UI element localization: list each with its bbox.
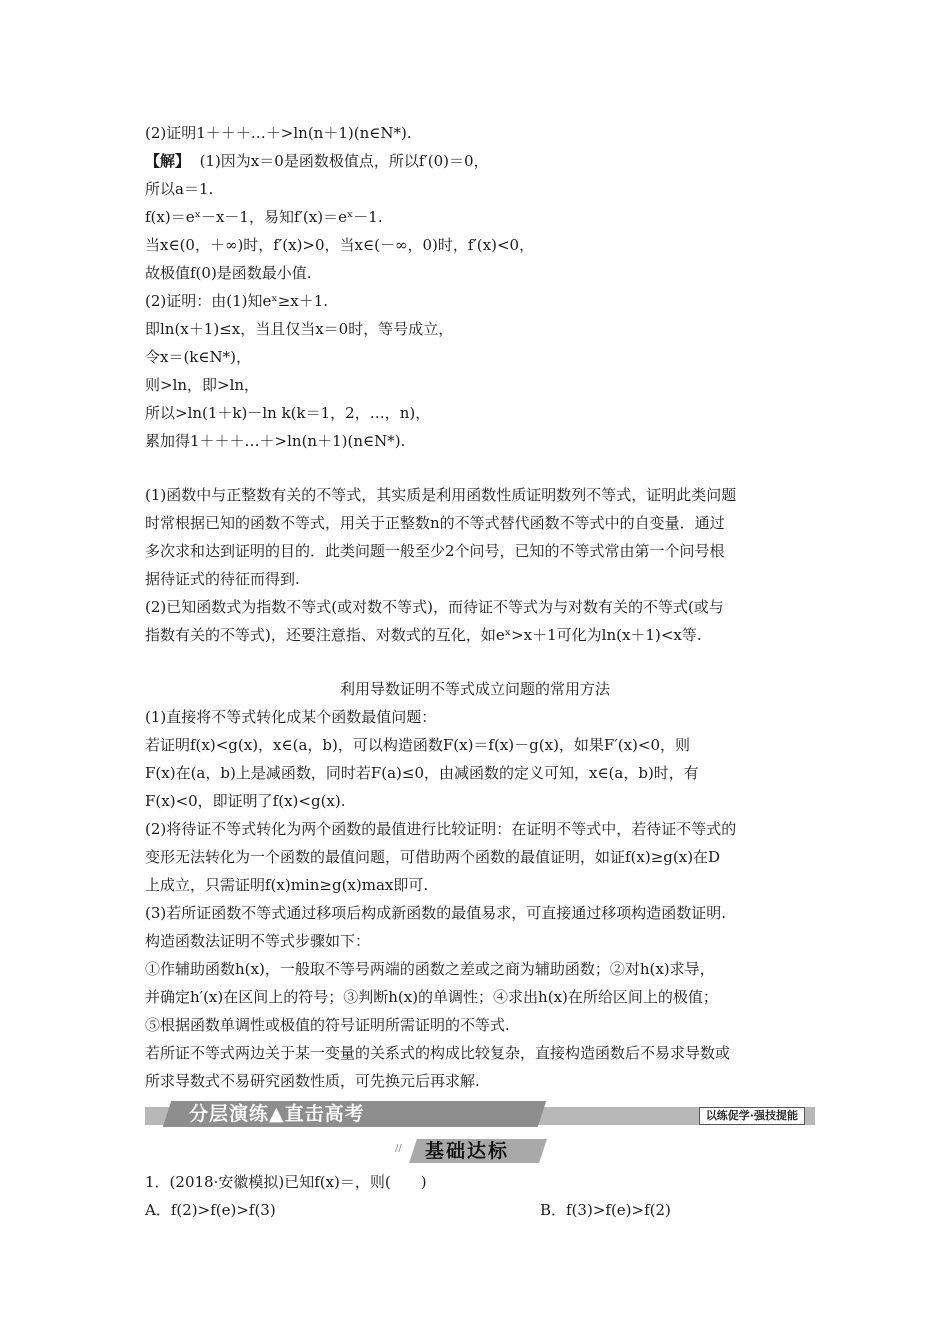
method-line: (1)直接将不等式转化成某个函数最值问题： — [145, 708, 437, 726]
proof-line: 令x＝(k∈N*)， — [145, 348, 251, 366]
proof-line: 则>ln，即>ln， — [145, 376, 260, 394]
method-line: 并确定h′(x)在区间上的符号；③判断h(x)的单调性；④求出h(x)在所给区间上的极值； — [145, 988, 718, 1006]
section-mark-icon: // — [395, 1143, 402, 1154]
note-line: (1)函数中与正整数有关的不等式，其实质是利用函数性质证明数列不等式，证明此类问题 — [145, 486, 737, 504]
proof-line: 所以a＝1. — [145, 180, 214, 198]
note-line: 指数有关的不等式)，还要注意指、对数式的互化，如eˣ>x＋1可化为ln(x＋1)<x等. — [145, 626, 702, 644]
banner-right-label: 以练促学·强技提能 — [699, 1107, 805, 1125]
banner-title: 分层演练▲直击高考 — [189, 1103, 365, 1125]
method-line: (2)将待证不等式转化为两个函数的最值进行比较证明：在证明不等式中，若待证不等式的 — [145, 820, 737, 838]
option-b: B．f(3)>f(e)>f(2) — [540, 1201, 671, 1219]
method-line: F(x)<0，即证明了f(x)<g(x). — [145, 792, 346, 810]
method-line: F(x)在(a，b)上是减函数，同时若F(a)≤0，由减函数的定义可知，x∈(a，b)时，有 — [145, 764, 699, 782]
method-line: 若所证不等式两边关于某一变量的关系式的构成比较复杂，直接构造函数后不易求导数或 — [145, 1044, 731, 1062]
method-line: 上成立，只需证明f(x)min≥g(x)max即可. — [145, 876, 429, 894]
note-line: 据待证式的待征而得到. — [145, 570, 300, 588]
proof-line: 累加得1＋＋＋…＋>ln(n＋1)(n∈N*). — [145, 432, 406, 450]
note-line: (2)已知函数式为指数不等式(或对数不等式)，而待证不等式为与对数有关的不等式(或与 — [145, 598, 724, 616]
method-line: 所求导数式不易研究函数性质，可先换元后再求解. — [145, 1072, 480, 1090]
section-header — [395, 1137, 545, 1165]
proof-line: 所以>ln(1＋k)－ln k(k＝1，2，…，n)， — [145, 404, 431, 422]
method-line: ⑤根据函数单调性或极值的符号证明所需证明的不等式. — [145, 1016, 510, 1034]
proof-line — [145, 150, 489, 172]
method-title: 利用导数证明不等式成立问题的常用方法 — [339, 680, 610, 698]
proof-line: (2)证明1＋＋＋…＋>ln(n＋1)(n∈N*). — [145, 124, 412, 142]
proof-line: f(x)＝eˣ－x－1，易知f′(x)＝eˣ－1. — [145, 208, 383, 226]
method-line: 变形无法转化为一个函数的最值问题，可借助两个函数的最值证明，如证f(x)≥g(x)在D — [145, 848, 721, 866]
note-line: 时常根据已知的函数不等式，用关于正整数n的不等式替代函数不等式中的自变量．通过 — [145, 514, 725, 532]
proof-line: 当x∈(0，＋∞)时，f′(x)>0，当x∈(－∞，0)时，f′(x)<0， — [145, 236, 535, 254]
proof-line: 故极值f(0)是函数最小值. — [145, 264, 312, 282]
proof-line-text: (1)因为x＝0是函数极值点，所以f′(0)＝0， — [199, 152, 489, 170]
method-line: 构造函数法证明不等式步骤如下： — [145, 932, 371, 950]
question-text: 1．(2018·安徽模拟)已知f(x)＝，则( ) — [145, 1173, 427, 1191]
method-line: (3)若所证函数不等式通过移项后构成新函数的最值易求，可直接通过移项构造函数证明. — [145, 904, 727, 922]
option-a: A．f(2)>f(e)>f(3) — [145, 1201, 276, 1219]
proof-line: 即ln(x＋1)≤x，当且仅当x＝0时，等号成立， — [145, 320, 454, 338]
practice-banner — [145, 1101, 815, 1127]
method-line: 若证明f(x)<g(x)，x∈(a，b)，可以构造函数F(x)＝f(x)－g(x)，如果F′(x)<0，则 — [145, 736, 691, 754]
method-line: ①作辅助函数h(x)，一般取不等号两端的函数之差或之商为辅助函数；②对h(x)求导， — [145, 960, 715, 978]
solution-tag: 【解】 — [145, 152, 191, 170]
section-title: 基础达标 — [425, 1140, 510, 1162]
note-line: 多次求和达到证明的目的．此类问题一般至少2个问号，已知的不等式常由第一个问号根 — [145, 542, 725, 560]
proof-line: (2)证明：由(1)知eˣ≥x＋1. — [145, 292, 329, 310]
